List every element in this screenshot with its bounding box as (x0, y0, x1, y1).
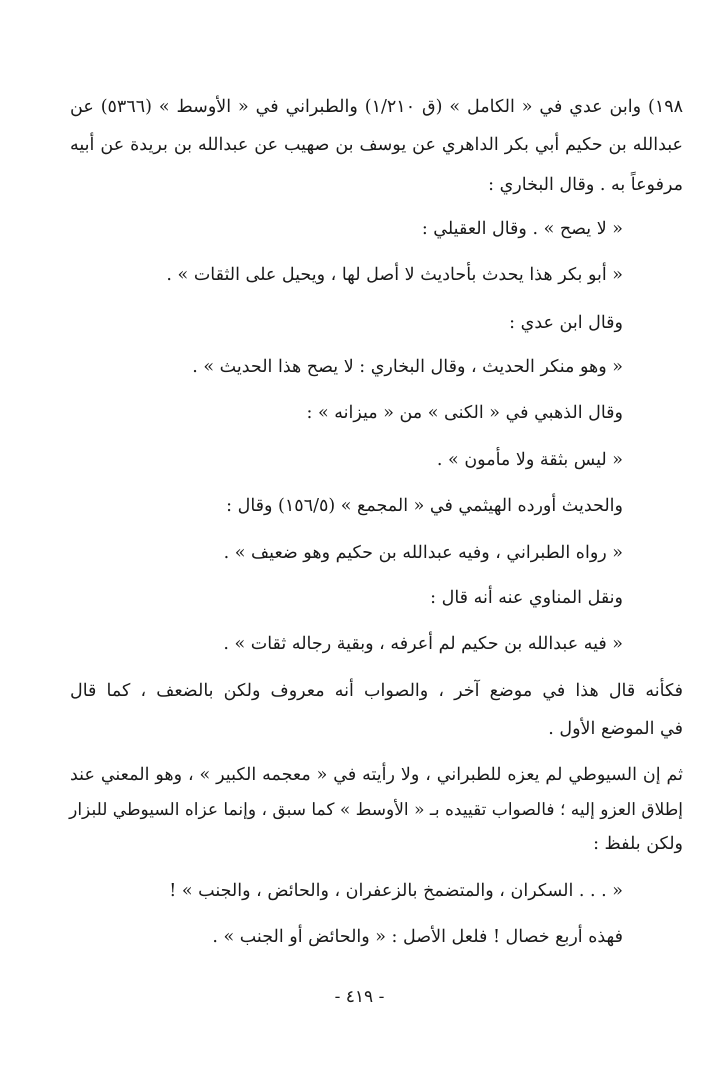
quote-line: « . . . السكران ، والمتضمخ بالزعفران ، والحائض ، والجنب » ! (169, 881, 623, 901)
text-line: في الموضع الأول . (548, 719, 683, 739)
text-line: فكأنه قال هذا في موضع آخر ، والصواب أنه معروف ولكن بالضعف ، كما قال (70, 681, 683, 701)
quote-line: « فيه عبدالله بن حكيم لم أعرفه ، وبقية رجاله ثقات » . (223, 634, 623, 654)
text-line: وقال ابن عدي : (509, 313, 623, 333)
text-line: مرفوعاً به . وقال البخاري : (488, 175, 683, 195)
quote-line: « رواه الطبراني ، وفيه عبدالله بن حكيم وهو ضعيف » . (223, 543, 623, 563)
text-line: وقال الذهبي في « الكنى » من « ميزانه » : (306, 403, 623, 423)
quote-line: « لا يصح » . وقال العقيلي : (421, 219, 623, 239)
text-line: عبدالله بن حكيم أبي بكر الداهري عن يوسف بن صهيب عن عبدالله بن بريدة عن أبيه (70, 135, 683, 155)
page-number: - ٤١٩ - (334, 987, 385, 1007)
text-line: ثم إن السيوطي لم يعزه للطبراني ، ولا رأيته في « معجمه الكبير » ، وهو المعني عند (70, 765, 683, 785)
text-line: إطلاق العزو إليه ؛ فالصواب تقييده بـ « الأوسط » كما سبق ، وإنما عزاه السيوطي للبزار (69, 800, 683, 820)
quote-line: « أبو بكر هذا يحدث بأحاديث لا أصل لها ، ويحيل على الثقات » . (166, 265, 623, 285)
quote-line: « ليس بثقة ولا مأمون » . (436, 450, 623, 470)
text-line: فهذه أربع خصال ! فلعل الأصل : « والحائض أو الجنب » . (212, 927, 623, 947)
text-line: ١٩٨) وابن عدي في « الكامل » (ق ١/٢١٠) والطبراني في « الأوسط » (٥٣٦٦) عن (70, 97, 684, 117)
text-line: والحديث أورده الهيثمي في « المجمع » (١٥٦/٥) وقال : (226, 496, 623, 516)
text-line: ولكن بلفظ : (593, 834, 683, 854)
quote-line: « وهو منكر الحديث ، وقال البخاري : لا يصح هذا الحديث » . (192, 357, 623, 377)
text-line: ونقل المناوي عنه أنه قال : (430, 588, 623, 608)
